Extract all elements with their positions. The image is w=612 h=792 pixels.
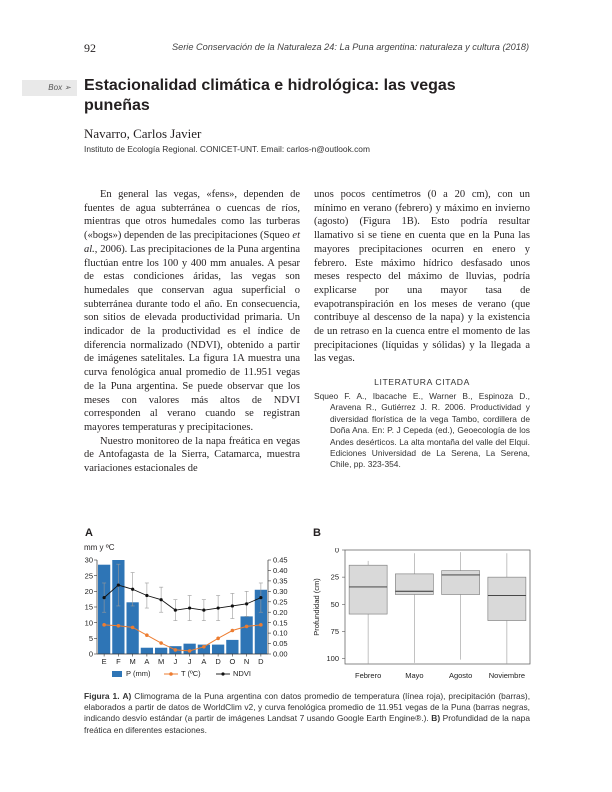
- water-table-boxplot: [310, 548, 532, 684]
- caption-a-label: A): [122, 691, 132, 701]
- y-tick-label: 75: [330, 627, 339, 637]
- precipitation-bar: [155, 648, 167, 654]
- y2-tick-label: 0.05: [273, 639, 288, 649]
- figure-caption: [84, 691, 530, 736]
- citation-etal: et al.: [84, 230, 300, 255]
- y2-tick-label: 0.45: [273, 555, 288, 565]
- temperature-point: [216, 637, 220, 641]
- temperature-point: [231, 629, 235, 633]
- ndvi-point: [131, 588, 134, 591]
- x-tick-label: Febrero: [354, 671, 382, 680]
- legend-label: T (ºC): [181, 669, 201, 678]
- body-column-left: [84, 188, 300, 476]
- paragraph-text: , 2006). Las precipitaciones de la Puna argentina fluctúan entre los 100 y 400 mm anuales. A pesar de estas condiciones áridas, las vegas son humedales que conservan agua superficial o subterránea durante todo el año. En consecuencia, son sitios de elevada productividad primaria. Un indicador de la productividad es el índice de diferencia normalizado (NDVI), obtenido a partir de imágenes satelitales. La figura 1A muestra una curva fenológica anual promedio de 11.951 vegas de la Puna argentina. Se puede observar que los meses con valores más altos de NDVI corresponden al verano cuando se registran mayores temperaturas y precipitaciones.: [84, 243, 300, 433]
- box-tag: Box ➢: [22, 80, 77, 96]
- x-tick-label: J: [187, 657, 192, 666]
- x-tick-label: M: [129, 657, 136, 666]
- ndvi-point: [217, 606, 220, 609]
- reference-entry: Squeo F. A., Ibacache E., Warner B., Espinoza D., Aravena R., Gutiérrez J. R. 2006. Productividad y diversidad florística de la vega Tambo, cordillera de Doña Ana. En: P. J Cepeda (ed.), Geoecología de los Andes desérticos. La alta montaña del valle del Elqui. Ediciones Universidad de La Serena, La Serena, Chile, pp. 323-354.: [314, 391, 530, 470]
- temperature-point: [131, 626, 135, 630]
- temperature-point: [202, 645, 206, 649]
- y2-tick-label: 0.30: [273, 586, 288, 596]
- running-header: Serie Conservación de la Naturaleza 24: La Puna argentina: naturaleza y cultura (2018): [172, 42, 529, 52]
- box: [442, 571, 480, 595]
- figure-b-label: B: [313, 527, 321, 539]
- box: [488, 577, 526, 620]
- x-tick-label: F: [116, 657, 121, 666]
- ndvi-point: [174, 609, 177, 612]
- temperature-point: [159, 641, 163, 645]
- precipitation-bar: [141, 648, 153, 654]
- x-tick-label: M: [158, 657, 165, 666]
- precipitation-bar: [226, 640, 238, 654]
- x-tick-label: E: [101, 657, 107, 666]
- precipitation-bar: [241, 616, 253, 654]
- y-tick-label: 100: [326, 654, 339, 664]
- legend-swatch-temperature-dot: [169, 672, 173, 676]
- ndvi-point: [259, 596, 262, 599]
- temperature-point: [245, 625, 249, 629]
- y-tick-label: 5: [88, 633, 93, 643]
- ndvi-point: [245, 602, 248, 605]
- x-tick-label: Agosto: [448, 671, 473, 680]
- caption-label: Figura 1.: [84, 691, 120, 701]
- x-tick-label: N: [243, 657, 250, 666]
- y-tick-label: 25: [84, 571, 93, 581]
- y2-tick-label: 0.20: [273, 607, 288, 617]
- y2-tick-label: 0.35: [273, 576, 288, 586]
- precipitation-bar: [212, 645, 224, 654]
- figure-a-unit-label: mm y ºC: [84, 543, 115, 552]
- y2-tick-label: 0.40: [273, 566, 288, 576]
- legend-label: P (mm): [126, 669, 151, 678]
- y-tick-label: 25: [330, 572, 339, 582]
- ndvi-point: [117, 583, 120, 586]
- y-tick-label: 30: [84, 555, 93, 565]
- ndvi-point: [103, 596, 106, 599]
- climogram-chart: [82, 552, 304, 687]
- temperature-point: [102, 623, 106, 627]
- x-tick-label: D: [215, 657, 221, 666]
- y2-tick-label: 0.10: [273, 628, 288, 638]
- paragraph: Nuestro monitoreo de la napa freática en vegas de Antofagasta de la Sierra, Catamarca, muestra variaciones estacionales de: [84, 435, 300, 475]
- ndvi-point: [202, 609, 205, 612]
- x-tick-label: D: [258, 657, 264, 666]
- paragraph-text: En general las vegas, «fens», dependen de fuentes de agua subterránea o cuencas de ríos, mientras que otros humedales como las turberas («bogs») dependen de las precipitaciones (Squeo: [84, 189, 300, 242]
- y2-tick-label: 0.25: [273, 597, 288, 607]
- x-tick-label: A: [144, 657, 150, 666]
- ndvi-point: [145, 594, 148, 597]
- x-tick-label: J: [173, 657, 178, 666]
- body-column-right: [314, 188, 530, 366]
- legend-swatch-ndvi-dot: [221, 672, 224, 675]
- y-tick-label: 10: [84, 618, 93, 628]
- y-tick-label: 20: [84, 586, 93, 596]
- x-tick-label: Noviembre: [488, 671, 526, 680]
- ndvi-point: [188, 606, 191, 609]
- y2-tick-label: 0.00: [273, 649, 288, 659]
- y-tick-label: 15: [84, 602, 93, 612]
- y-axis-title: Profundidad (cm): [312, 578, 321, 636]
- temperature-point: [188, 649, 192, 653]
- author-name: Navarro, Carlos Javier: [84, 126, 202, 141]
- article-title: Estacionalidad climática e hidrológica: las vegas puneñas: [84, 77, 456, 114]
- temperature-point: [145, 633, 149, 637]
- temperature-point: [117, 624, 121, 628]
- paragraph: unos pocos centímetros (0 a 20 cm), con un mínimo en verano (febrero) y máximo en invierno (agosto) (Figura 1B). Esto podría resultar llamativo si se tiene en cuenta que en la Puna las mayores precipitaciones ocurren en enero y febrero. Este máximo hídrico desfasado unos meses respecto del máximo de lluvias, podría explicarse por una mayor tasa de evapotranspiración en los meses de verano (que contribuye al descenso de la napa) y la existencia de un retraso en la cuenca entre el momento de las precipitaciones (líquidas y sólidas) y la llegada a las vegas.: [314, 189, 530, 365]
- literature-heading: LITERATURA CITADA: [374, 377, 470, 387]
- author-affiliation: Instituto de Ecología Regional. CONICET-UNT. Email: carlos-n@outlook.com: [84, 144, 370, 154]
- x-tick-label: A: [201, 657, 207, 666]
- y-tick-label: 50: [330, 599, 339, 609]
- caption-b-label: B): [431, 713, 441, 724]
- y2-tick-label: 0.15: [273, 618, 288, 628]
- y-tick-label: 0: [88, 649, 93, 659]
- temperature-point: [259, 623, 263, 627]
- figure-a-label: A: [85, 527, 93, 539]
- x-tick-label: O: [229, 657, 236, 666]
- temperature-point: [174, 648, 178, 652]
- paragraph: [84, 188, 300, 435]
- legend-swatch-precipitation: [112, 671, 122, 677]
- ndvi-point: [160, 598, 163, 601]
- page-number: 92: [84, 41, 96, 55]
- box: [349, 565, 387, 614]
- y-tick-label: 0: [334, 548, 339, 555]
- x-tick-label: Mayo: [405, 671, 424, 680]
- ndvi-point: [231, 604, 234, 607]
- legend-label: NDVI: [233, 669, 251, 678]
- caption-b-text: Profundidad de la napa freática en diferentes estaciones.: [84, 713, 530, 735]
- caption-a-text: Climograma de la Puna argentina con datos promedio de temperatura (línea roja), precipitación (barras), elaborados a partir de datos de WorldClim v2, y curva fenológica promedio de 11.951 vegas de la Puna (barras negras, indicando desvío estándar (a partir de imágenes Landsat 7 usando Google Earth Engine®.).: [84, 691, 531, 724]
